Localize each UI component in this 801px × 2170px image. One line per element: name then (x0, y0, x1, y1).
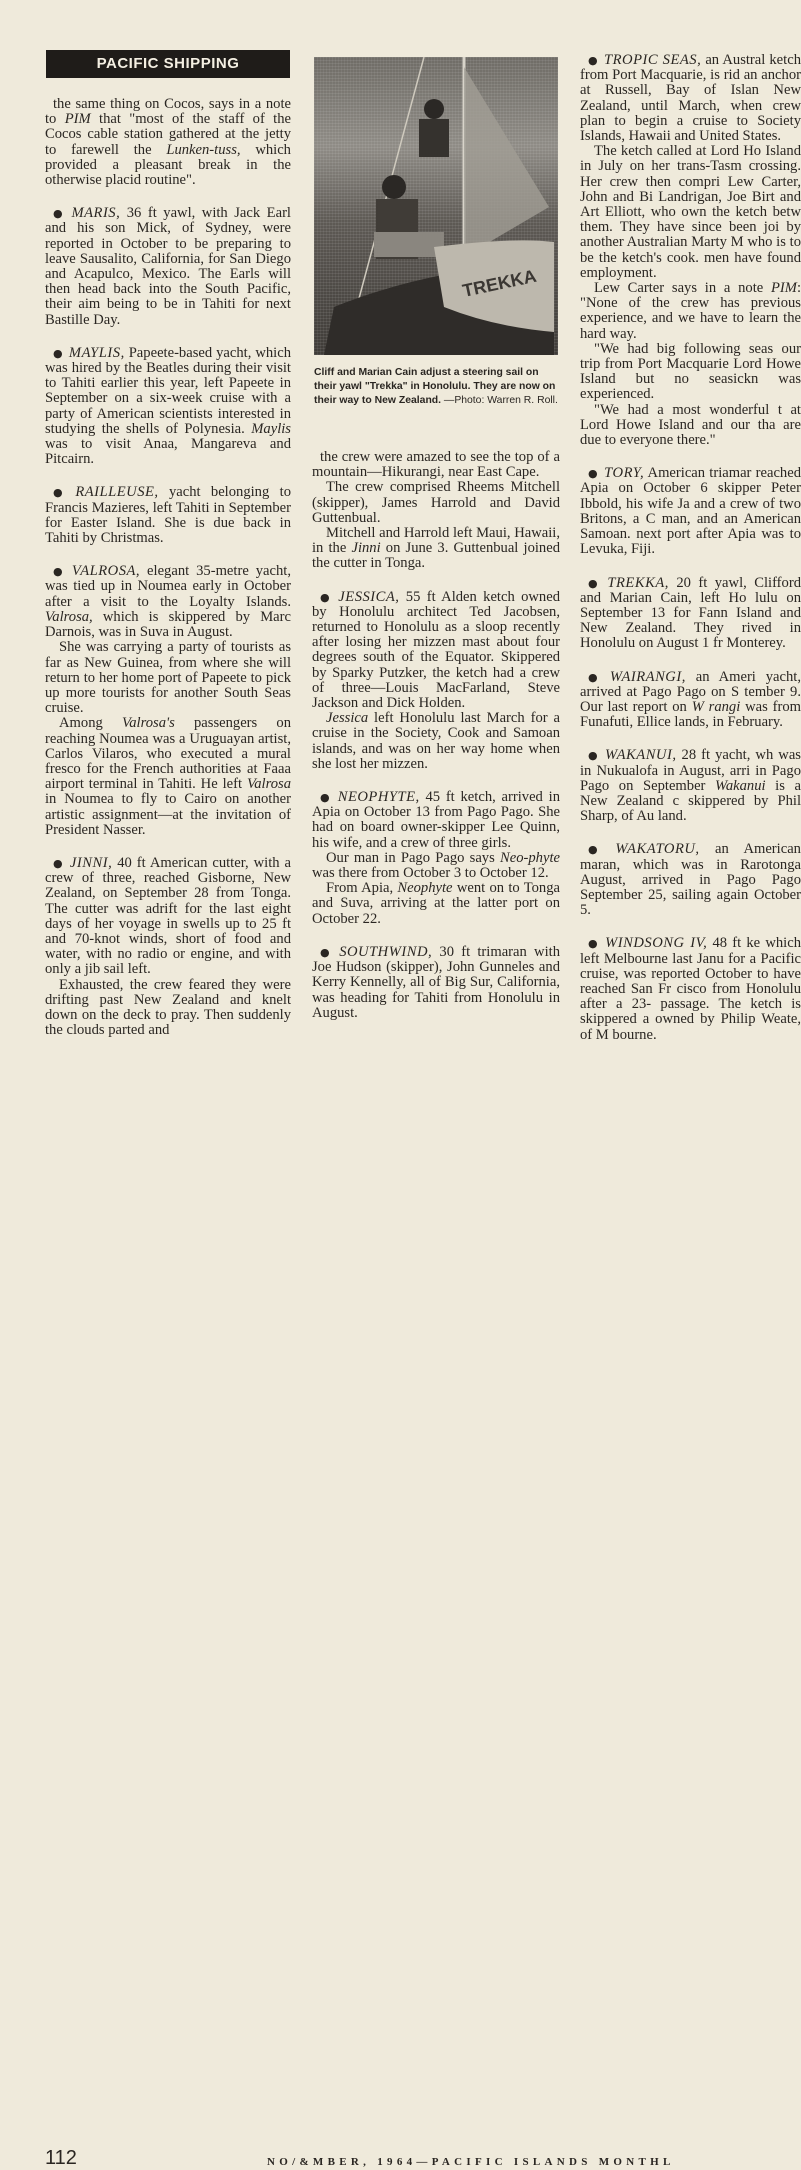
page-number: 112 (45, 2147, 77, 2169)
photo-credit: —Photo: Warren R. Roll. (443, 395, 558, 407)
vessel-name: MAYLIS, (68, 344, 125, 361)
article-jinni-continuation: the crew were amazed to see the top of a mountain—Hikurangi, near East Cape. The crew comprised Rheems Mitchell (skipper), James Harrold and David Guttenbual. Mitchell and Harrold left Maui, Hawaii, in the Jinni on June 3. Guttenbual joined the cutter in Tonga. (312, 449, 560, 572)
vessel-name: WAKATORU, (615, 841, 700, 858)
vessel-name: WAIRANGI, (609, 668, 686, 685)
bullet-icon: ● (320, 945, 334, 959)
article-wairangi: ● WAIRANGI, an Ameri yacht, arrived at Pago Pago on S tember 9. Our last report on W rangi was from Funafuti, Ellice lands, in February. (580, 668, 801, 731)
vessel-name: VALROSA, (71, 563, 141, 580)
bullet-icon: ● (53, 346, 63, 360)
article-jessica: ● JESSICA, 55 ft Alden ketch owned by Honolulu architect Ted Jacobsen, returned to Honolulu as a sloop recently after losing her mizzen mast about four degrees south of the Equator. Skippered by Sparky Putzker, the ketch had a crew of three—Louis MacFarland, Steve Jackson and Dick Holden. Jessica left Honolulu last March for a cruise in the Society, Cook and Samoan islands, and was on her way home when she lost her mizzen. (312, 588, 560, 772)
vessel-name: TREKKA, (607, 574, 669, 591)
article-wakanui: ● WAKANUI, 28 ft yacht, wh was in Nukualofa in August, arri in Pago Pago on September Wakanui is a New Zealand c skippered by Phil Sharp, of Au land. (580, 747, 801, 825)
bullet-icon: ● (588, 937, 600, 951)
photo-trekka-yawl (314, 57, 558, 355)
yawl-photo-illustration (314, 57, 558, 355)
bullet-icon: ● (320, 791, 332, 805)
vessel-name: WAKANUI, (605, 747, 677, 764)
vessel-name: WINDSONG IV, (605, 935, 708, 952)
article-tropic-seas: ● TROPIC SEAS, an Austral ketch from Port Macquarie, is rid an anchor at Russell, Bay of Islan New Zealand, until March, when crew plan to begin a cruise to Society Islands, Hawaii and United States. The ketch called at Lord Ho Island in July on her trans-Tasm crossing. Her crew then compri Lew Carter, John and Bi Landrigan, Joe Birt and Art Elliott, who own the ketch betw them. They have since been joi by another Australian Marty M who is to be the ketch's cook. men have found employment. Lew Carter says in a note PIM: "None of the crew has previous experience, and we have to learn the hard way. "We had big following seas our trip from Port Macquarie Lord Howe Island but no seasickn was experienced. "We had a most wonderful t at Lord Howe Island and our tha are due to everyone there." (580, 53, 801, 449)
article-windsong-iv: ● WINDSONG IV, 48 ft ke which left Melbourne last Janu for a Pacific cruise, was reported October to have reached San Fr cisco from Honolulu after a 23- passage. The ketch is skippered a owned by Philip Weate, of M bourne. (580, 935, 801, 1043)
vessel-name: TROPIC SEAS, (604, 53, 702, 68)
section-banner: PACIFIC SHIPPING (46, 50, 290, 78)
column-1 (45, 97, 291, 1038)
article-maris: ● MARIS, 36 ft yawl, with Jack Earl and his son Mick, of Sydney, were reported in October to be preparing to leave Sausalito, California, for San Diego and Acapulco, Mexico. The Earls will then head back into the South Pacific, their aim being to be in Tahiti for next Bastille Day. (45, 205, 291, 328)
bullet-icon: ● (53, 565, 66, 579)
vessel-name: NEOPHYTE, (337, 789, 420, 806)
article-maylis: ● MAYLIS, Papeete-based yacht, which was hired by the Beatles during their visit to Tahiti earlier this year, left Papeete in September on a six-week cruise with a party of American scientists interested in studying the shells of Polynesia. Maylis was to visit Anaa, Mangareva and Pitcairn. (45, 344, 291, 468)
article-wakatoru: ● WAKATORU, an American maran, which was in Rarotonga August, arrived in Pago Pago September 25, sailing again October 5. (580, 841, 801, 919)
article-railleuse: ● RAILLEUSE, yacht belonging to Francis Mazieres, left Tahiti in September for Easter Island. She is due back in Tahiti by Christmas. (45, 484, 291, 547)
bullet-icon: ● (588, 467, 599, 481)
vessel-name: JINNI, (69, 854, 113, 871)
page-footer (0, 1075, 801, 2169)
article-tory: ● TORY, American triamar reached Apia on October 6 skipper Peter Ibbold, his wife Ja and a crew of two Britons, a C man, and an American Samoan. next port after Apia was to Levuka, Fiji. (580, 465, 801, 558)
bullet-icon: ● (53, 207, 66, 221)
svg-text:TREKKA: TREKKA (460, 265, 539, 301)
bullet-icon: ● (320, 590, 333, 604)
vessel-name: MARIS, (71, 205, 121, 222)
vessel-name: SOUTHWIND, (339, 943, 433, 960)
vessel-name: RAILLEUSE, (75, 484, 159, 501)
article-neophyte: ● NEOPHYTE, 45 ft ketch, arrived in Apia on October 13 from Pago Pago. She had on board owner-skipper Lee Quinn, his wife, and a crew of three girls. Our man in Pago Pago says Neo-phyte was there from October 3 to October 12. From Apia, Neophyte went on to Tonga and Suva, arriving at the latter port on October 22. (312, 789, 560, 927)
column-2 (312, 450, 560, 1021)
article-cocos-continuation: the same thing on Cocos, says in a note to PIM that "most of the staff of the Cocos cable station gathered at the jetty to farewell the Lunken-tuss, which provided a pleasant break in the otherwise placid routine". (45, 96, 292, 189)
bullet-icon: ● (588, 843, 610, 857)
vessel-name: TORY, (604, 465, 645, 482)
bullet-icon: ● (588, 749, 599, 763)
photo-caption: Cliff and Marian Cain adjust a steering sail on their yawl "Trekka" in Honolulu. They are now on their way to New Zealand. —Photo: Warren R. Roll. (314, 367, 558, 407)
article-southwind: ● SOUTHWIND, 30 ft trimaran with Joe Hudson (skipper), John Gunneles and Kerry Kennelly, all of Big Sur, California, was heading for Tahiti from Honolulu in August. (312, 943, 560, 1021)
article-trekka: ● TREKKA, 20 ft yawl, Clifford and Marian Cain, left Ho lulu on September 13 for Fann Island and New Zealand. They rived in Honolulu on August 1 fr Monterey. (580, 574, 801, 652)
article-jinni: ● JINNI, 40 ft American cutter, with a crew of three, reached Gisborne, New Zealand, on September 28 from Tonga. The cutter was adrift for the last eight days of her voyage in swells up to 25 ft and 70-knot winds, short of food and water, with no radio or engine, and with only a jib sail left. Exhausted, the crew feared they were drifting past New Zealand and knelt down on the deck to pray. Then suddenly the clouds parted and (45, 854, 291, 1039)
footer-issue-line: NO/&MBER, 1964—PACIFIC ISLANDS MONTHL (267, 2156, 675, 2168)
column-3 (580, 53, 801, 1063)
bullet-icon: ● (588, 670, 604, 684)
bullet-icon: ● (588, 576, 602, 590)
bullet-icon: ● (53, 486, 70, 500)
bullet-icon: ● (588, 54, 599, 67)
bullet-icon: ● (53, 856, 64, 870)
article-valrosa: ● VALROSA, elegant 35-metre yacht, was tied up in Noumea early in October after a visit to the Loyalty Islands. Valrosa, which is skippered by Marc Darnois, was in Suva in August. She was carrying a party of tourists as far as New Guinea, from where she will return to her home port of Papeete to pick up more tourists for another South Seas cruise. Among Valrosa's passengers on reaching Noumea was a Uruguayan artist, Carlos Vilaros, who executed a mural fresco for the French authorities at Faaa airport terminal in Tahiti. He left Valrosa in Noumea to fly to Cairo on another artistic assignment—at the invitation of President Nasser. (45, 563, 291, 838)
vessel-name: JESSICA, (338, 588, 400, 605)
